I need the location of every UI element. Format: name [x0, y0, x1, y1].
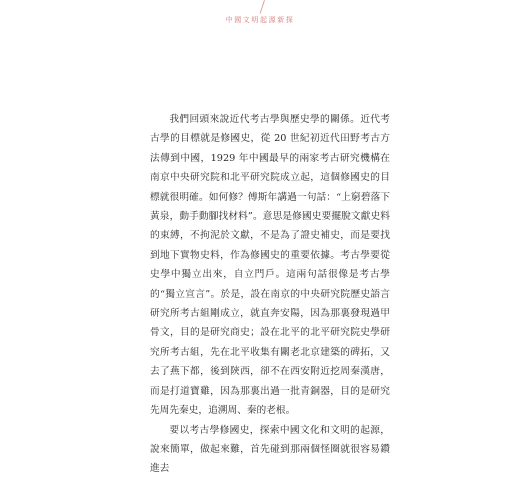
paragraph-1: 我們回頭來說近代考古學與歷史學的關係。近代考古學的目標就是修國史，從 20 世紀初近代田野考古方法傳到中國，1929 年中國最早的兩家考古研究機構在南京中央研究院和北平研究院成立起，這個修國史的目標就很明確。如何修？傅斯年講過一句話：“上窮碧落下黃泉，動手動腳找材料”。意思是修國史要擺脫文獻史料的束縛，不拘泥於文獻，不是為了證史補史，而是要找到地下實物史料，作為修國史的重要依據。考古學要從史學中獨立出來，自立門戶。這兩句話很像是考古學的“獨立宣言”。於是，設在南京的中央研究院歷史語言研究所考古組剛成立，就直奔安陽，因為那裏發現過甲骨文，目的是研究商史；設在北平的北平研究院史學研究所考古組，先在北平收集有關老北京建築的碑拓，又去了燕下都，後到陝西，卻不在西安附近挖周秦漢唐，而是打道寶雞，因為那裏出過一批青銅器，目的是研究先周先秦史，追溯周、秦的老根。: [150, 114, 390, 417]
body-text: [150, 110, 390, 479]
header-decorative-line: [260, 0, 265, 14]
paragraph-2: 要以考古學修國史，探索中國文化和文明的起源，說來簡單，做起來難，首先碰到那兩個怪圈就很容易鑽進去: [150, 424, 390, 475]
running-header: 中國文明起源新探: [225, 16, 295, 24]
